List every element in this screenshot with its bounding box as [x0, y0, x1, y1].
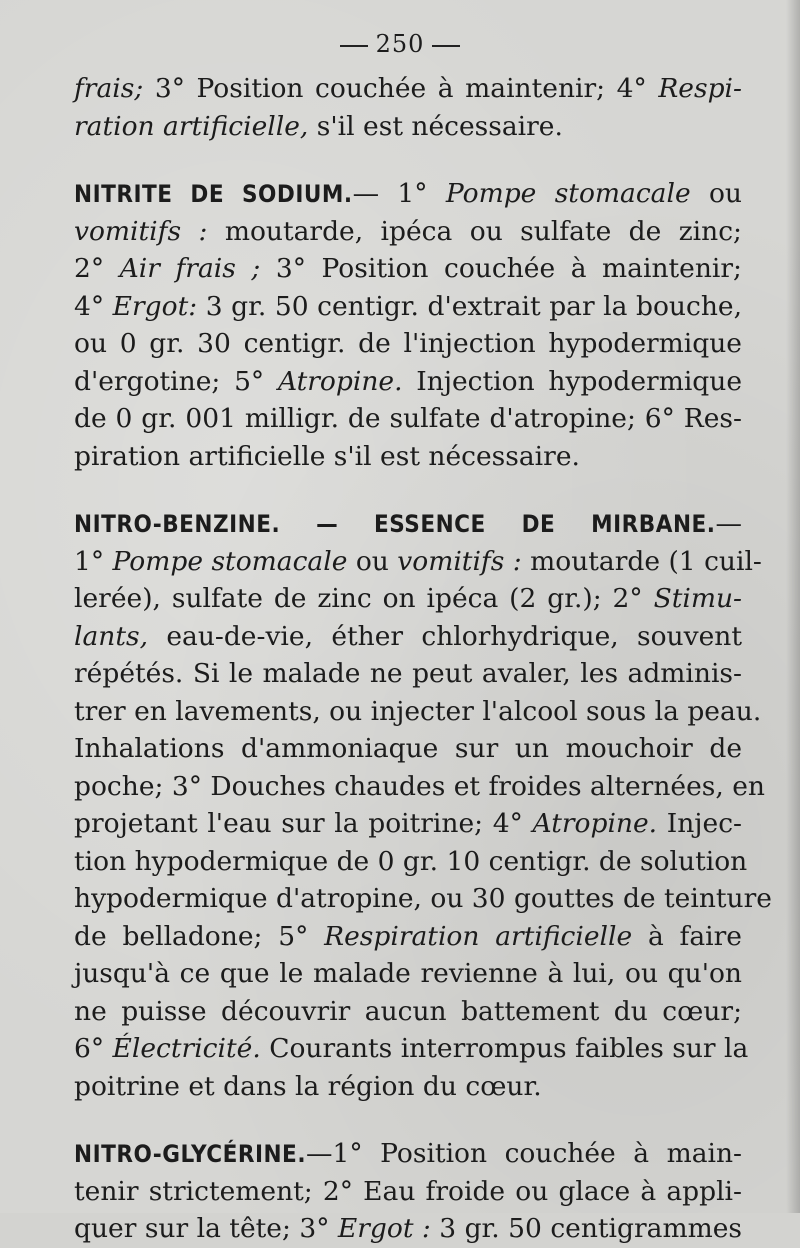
- text-run: poitrine et dans la région du cœur.: [74, 1070, 542, 1102]
- text-run: 4°: [74, 290, 113, 322]
- text-line: [74, 1173, 742, 1211]
- text-line: [74, 175, 742, 213]
- italic-run: vomitifs :: [397, 545, 522, 577]
- text-run: —1° Position couchée à main-: [306, 1138, 742, 1169]
- text-run: moutarde (1 cuil-: [521, 545, 762, 577]
- italic-run: lants,: [74, 620, 149, 652]
- section-gap: [74, 1105, 742, 1135]
- text-line: [74, 363, 742, 401]
- text-line: [74, 438, 742, 476]
- text-line: [74, 325, 742, 363]
- italic-run: vomitifs :: [74, 215, 208, 247]
- italic-run: Pompe stomacale: [112, 545, 348, 577]
- text-run: répétés. Si le malade ne peut avaler, les adminis-: [74, 658, 742, 689]
- text-run: 3° Position couchée à maintenir;: [260, 253, 742, 284]
- text-run: de belladone; 5°: [74, 920, 325, 952]
- italic-run: Respi-: [658, 73, 742, 104]
- text-line: [74, 580, 742, 618]
- text-run: 6°: [74, 1033, 113, 1064]
- italic-run: Électricité.: [112, 1033, 261, 1064]
- text-run: lerée), sulfate de zinc on ipéca (2 gr.); 2°: [74, 583, 654, 614]
- italic-run: Respiration artificielle: [324, 920, 633, 952]
- text-run: projetant l'eau sur la poitrine; 4°: [74, 808, 533, 839]
- italic-run: Ergot :: [337, 1213, 431, 1244]
- italic-run: Stimu-: [653, 583, 742, 614]
- italic-run: ration artificielle,: [74, 110, 309, 142]
- text-line: [74, 108, 742, 146]
- folio-dash-left: [340, 45, 368, 47]
- text-line: [74, 843, 748, 881]
- text-line: [74, 70, 742, 108]
- text-run: —: [715, 508, 742, 539]
- text-run: Injection hypodermique: [402, 365, 743, 397]
- italic-run: Air frais ;: [119, 253, 261, 284]
- text-line: [74, 730, 742, 768]
- text-run: s'il est nécessaire.: [308, 110, 563, 142]
- text-line: [74, 693, 762, 731]
- text-run: — 1°: [352, 178, 446, 209]
- text-run: eau-de-vie, éther chlorhydrique, souvent: [148, 620, 742, 652]
- text-run: ou: [690, 178, 742, 209]
- text-run: 1°: [74, 545, 113, 577]
- text-run: poche; 3° Douches chaudes et froides alternées, en: [74, 770, 765, 802]
- text-line: [74, 1068, 742, 1106]
- text-line: [74, 805, 742, 843]
- text-run: ou 0 gr. 30 centigr. de l'injection hypodermique: [74, 328, 742, 359]
- text-line: [74, 880, 772, 918]
- text-line: [74, 618, 742, 656]
- folio-dash-right: [432, 45, 460, 47]
- text-line: [74, 400, 742, 438]
- text-run: piration artificielle s'il est nécessaire.: [74, 440, 580, 472]
- text-line: [74, 918, 742, 956]
- text-line: [74, 1030, 749, 1068]
- text-run: Inhalations d'ammoniaque sur un mouchoir de: [74, 733, 742, 764]
- text-run: de 0 gr. 001 milligr. de sulfate d'atropine; 6° Res-: [74, 403, 742, 434]
- text-run: tion hypodermique de 0 gr. 10 centigr. de solution: [74, 845, 748, 877]
- page-number-header: [0, 30, 800, 58]
- text-run: 3 gr. 50 centigrammes: [430, 1213, 743, 1244]
- text-line: [74, 288, 742, 326]
- text-run: 2°: [74, 253, 120, 284]
- text-run: ou: [347, 545, 398, 577]
- text-run: moutarde, ipéca ou sulfate de zinc;: [207, 215, 742, 247]
- italic-run: Atropine.: [277, 365, 403, 397]
- text-run: tenir strictement; 2° Eau froide ou glace à appli-: [74, 1175, 742, 1207]
- body-text: [74, 70, 772, 1248]
- text-line: [74, 543, 762, 581]
- text-run: jusqu'à ce que le malade revienne à lui, ou qu'on: [74, 958, 742, 989]
- text-run: 3° Position couchée à maintenir; 4°: [143, 73, 659, 104]
- italic-run: frais;: [74, 73, 144, 104]
- entry-heading: NITRITE DE SODIUM.: [74, 180, 353, 208]
- text-run: Courants interrompus faibles sur la: [260, 1033, 749, 1064]
- section-gap: [74, 475, 742, 505]
- text-run: 3 gr. 50 centigr. d'extrait par la bouche,: [197, 290, 742, 322]
- page-number: 250: [375, 30, 425, 58]
- text-run: quer sur la tête; 3°: [74, 1213, 338, 1244]
- entry-heading: NITRO-GLYCÉRINE.: [74, 1140, 307, 1168]
- text-line: [74, 993, 742, 1031]
- text-run: ne puisse découvrir aucun battement du cœur;: [74, 995, 742, 1027]
- text-line: [74, 1210, 742, 1248]
- text-line: [74, 768, 765, 806]
- entry-heading: NITRO-BENZINE. — ESSENCE DE MIRBANE.: [74, 510, 716, 538]
- text-run: Injec-: [657, 808, 742, 839]
- section-gap: [74, 145, 742, 175]
- text-line: [74, 250, 742, 288]
- italic-run: Pompe stomacale: [445, 178, 691, 209]
- page-edge-shadow: [786, 0, 800, 1213]
- text-run: trer en lavements, ou injecter l'alcool sous la peau.: [74, 695, 762, 727]
- text-line: [74, 505, 742, 543]
- text-line: [74, 213, 742, 251]
- text-line: [74, 955, 742, 993]
- italic-run: Atropine.: [532, 808, 658, 839]
- italic-run: Ergot:: [112, 290, 198, 322]
- text-line: [74, 1135, 742, 1173]
- text-run: hypodermique d'atropine, ou 30 gouttes de teinture: [74, 883, 772, 914]
- text-run: à faire: [632, 920, 742, 952]
- text-run: d'ergotine; 5°: [74, 365, 278, 397]
- text-line: [74, 655, 742, 693]
